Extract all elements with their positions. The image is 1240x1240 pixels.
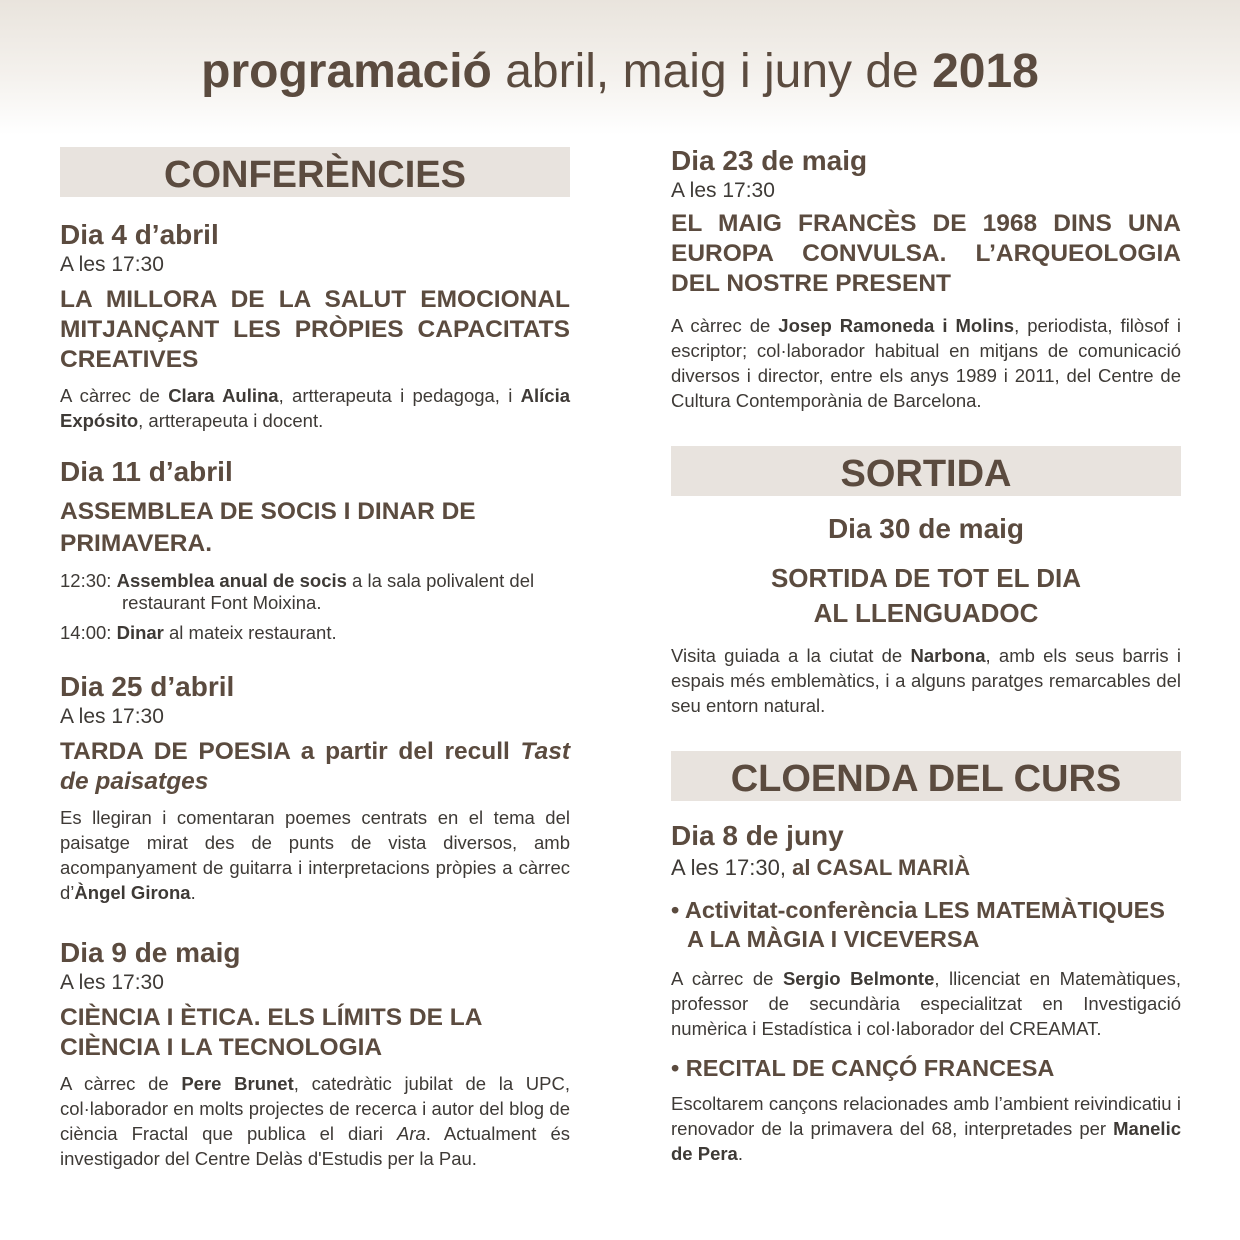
speaker-name: Àngel Girona	[74, 882, 191, 903]
speaker-name: Clara Aulina	[168, 385, 279, 406]
cloenda-item-1-title: • Activitat-conferència LES MATEMÀTIQUES A LA MÀGIA I VICEVERSA	[671, 897, 1165, 952]
event-time: A les 17:30	[60, 253, 164, 276]
cloenda-item-1-description: A càrrec de Sergio Belmonte, llicenciat en Matemàtiques, professor de secundària especialitzat en Investigació numèrica i Estadística i col·laborador del CREAMAT.	[671, 968, 1182, 1039]
cloenda-item-2-title: • RECITAL DE CANÇÓ FRANCESA	[671, 1055, 1055, 1081]
title-bold: programació	[201, 45, 492, 98]
event-time: A les 17:30	[60, 705, 164, 728]
event-4-abril	[60, 219, 570, 433]
sortida-date: Dia 30 de maig	[827, 513, 1025, 544]
sortida-title: SORTIDA DE TOT EL DIA AL LLENGUADOC	[770, 563, 1082, 628]
cloenda-banner: CLOENDA DEL CURS	[671, 751, 1181, 801]
page-title	[0, 44, 1240, 99]
sortida-section	[671, 513, 1181, 718]
sortida-description: Visita guiada a la ciutat de Narbona, amb els seus barris i espais més emblemàtics, i a alguns paratges remarcables del seu entorn natural.	[671, 645, 1182, 716]
title-year: 2018	[932, 45, 1039, 98]
speaker-name: Pere Brunet	[181, 1073, 294, 1094]
sortida-banner: SORTIDA	[671, 446, 1181, 496]
place-name: Narbona	[910, 645, 986, 666]
schedule-item: 12:30: Assemblea anual de socis a la sala polivalent del restaurant Font Moixina.	[60, 570, 535, 613]
cloenda-time: A les 17:30, al CASAL MARIÀ	[671, 855, 971, 880]
event-9-maig	[60, 937, 570, 1171]
speaker-name: Josep Ramoneda i Molins	[778, 315, 1015, 336]
event-date: Dia 4 d’abril	[60, 219, 219, 250]
title-regular: abril, maig i juny de	[505, 45, 919, 98]
speaker-name: Sergio Belmonte	[782, 968, 935, 989]
performer-name: Manelic de Pera	[671, 1118, 1181, 1164]
event-time: A les 17:30	[671, 179, 775, 202]
conferencies-banner: CONFERÈNCIES	[60, 147, 570, 197]
event-date: Dia 11 d’abril	[60, 456, 233, 487]
event-title: ASSEMBLEA DE SOCIS I DINAR DE PRIMAVERA.	[60, 498, 476, 557]
event-time: A les 17:30	[60, 971, 164, 994]
event-date: Dia 23 de maig	[671, 145, 868, 176]
cloenda-section	[671, 820, 1181, 1166]
event-11-abril	[60, 456, 570, 644]
event-title: TARDA DE POESIA a partir del recull Tast de paisatges	[60, 738, 570, 795]
event-description: Es llegiran i comentaran poemes centrats en el tema del paisatge mirat des de punts de vista diversos, amb acompanyament de guitarra i interpretacions pròpies a càrrec d’Àngel Girona.	[60, 807, 570, 903]
speaker-name: Alícia Expósito	[60, 385, 571, 431]
event-title: EL MAIG FRANCÈS DE 1968 DINS UNA EUROPA CONVULSA. L’ARQUEOLOGIA DEL NOSTRE PRESENT	[671, 210, 1181, 297]
schedule-item: 14:00: Dinar al mateix restaurant.	[60, 622, 337, 643]
event-25-abril	[60, 671, 570, 905]
event-description: A càrrec de Pere Brunet, catedràtic jubilat de la UPC, col·laborador en molts projectes de recerca i autor del blog de ciència Fractal que publica el diari Ara. Actualment és investigador del Centre Delàs d'Estudis per la Pau.	[60, 1073, 570, 1169]
event-description: A càrrec de Clara Aulina, artterapeuta i pedagoga, i Alícia Expósito, artterapeuta i docent.	[60, 385, 571, 431]
cloenda-date: Dia 8 de juny	[671, 820, 844, 851]
cloenda-item-2-description: Escoltarem cançons relacionades amb l’ambient reivindicatiu i renovador de la primavera del 68, interpretades per Manelic de Pera.	[671, 1093, 1181, 1164]
event-date: Dia 9 de maig	[60, 937, 241, 968]
event-description: A càrrec de Josep Ramoneda i Molins, periodista, filòsof i escriptor; col·laborador habitual en mitjans de comunicació diversos i director, entre els anys 1989 i 2011, del Centre de Cultura Contemporània de Barcelona.	[671, 315, 1181, 411]
event-title: CIÈNCIA I ÈTICA. ELS LÍMITS DE LA CIÈNCIA I LA TECNOLOGIA	[60, 1004, 483, 1061]
event-date: Dia 25 d’abril	[60, 671, 235, 702]
event-title: LA MILLORA DE LA SALUT EMOCIONAL MITJANÇANT LES PRÒPIES CAPACITATS CREATIVES	[60, 286, 570, 373]
event-23-maig	[671, 145, 1181, 413]
